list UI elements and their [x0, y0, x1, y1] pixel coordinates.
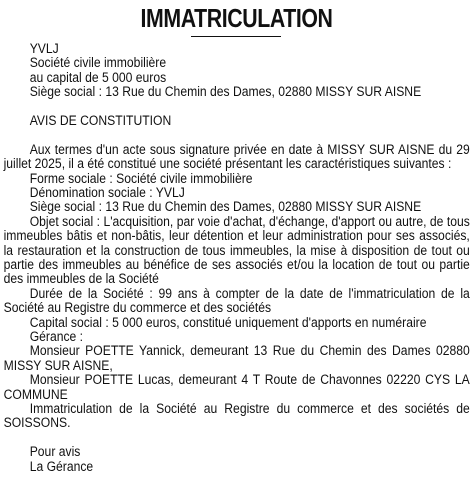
paragraph-form: Forme sociale : Société civile immobilière [29, 170, 253, 186]
paragraph-object: Objet social : L'acquisition, par voie d'achat, d'échange, d'apport ou autre, de tous immeubles bâtis et non-bâtis, leur détention et leur administration pour ses associés, la restauration et la construction de tous immeubles, la mise à disposition de tout ou partie des immeubles au bénéfice de ses associés et/ou la location de tout ou partie des immeubles de la Société [3, 213, 470, 287]
paragraph-manager-2: Monsieur POETTE Lucas, demeurant 4 T Route de Chavonnes 02220 CYS LA COMMUNE [3, 372, 470, 402]
paragraph-manager-1: Monsieur POETTE Yannick, demeurant 13 Rue du Chemin des Dames 02880 MISSY SUR AISNE, [3, 343, 470, 373]
paragraph-capital: Capital social : 5 000 euros, constitué uniquement d'apports en numéraire [29, 314, 427, 330]
company-capital: au capital de 5 000 euros [29, 69, 167, 85]
title-underline [191, 36, 281, 37]
company-seat: Siège social : 13 Rue du Chemin des Dames, 02880 MISSY SUR AISNE [29, 84, 422, 100]
closing-line-1: Pour avis [29, 444, 81, 460]
notice-body [0, 42, 472, 474]
paragraph-denomination: Dénomination sociale : YVLJ [29, 184, 185, 200]
paragraph-management: Gérance : [29, 329, 84, 345]
closing-line-2: La Gérance [29, 458, 94, 474]
spacer [4, 128, 470, 142]
notice-title: IMMATRICULATION [140, 3, 333, 33]
spacer [4, 100, 470, 114]
paragraph-seat: Siège social : 13 Rue du Chemin des Dames, 02880 MISSY SUR AISNE [29, 199, 422, 215]
paragraph-registration: Immatriculation de la Société au Registre du commerce et des sociétés de SOISSONS. [3, 401, 470, 431]
company-type: Société civile immobilière [29, 55, 167, 71]
company-name: YVLJ [29, 41, 59, 56]
section-title: AVIS DE CONSTITUTION [29, 112, 172, 128]
spacer [4, 431, 470, 445]
paragraph-duration: Durée de la Société : 99 ans à compter de la date de l'immatriculation de la Société au Registre du commerce et des sociétés [3, 285, 470, 316]
paragraph-intro: Aux termes d'un acte sous signature privée en date à MISSY SUR AISNE du 29 juillet 2025, il a été constitué une société présentant les caractéristiques suivantes : [3, 141, 470, 172]
